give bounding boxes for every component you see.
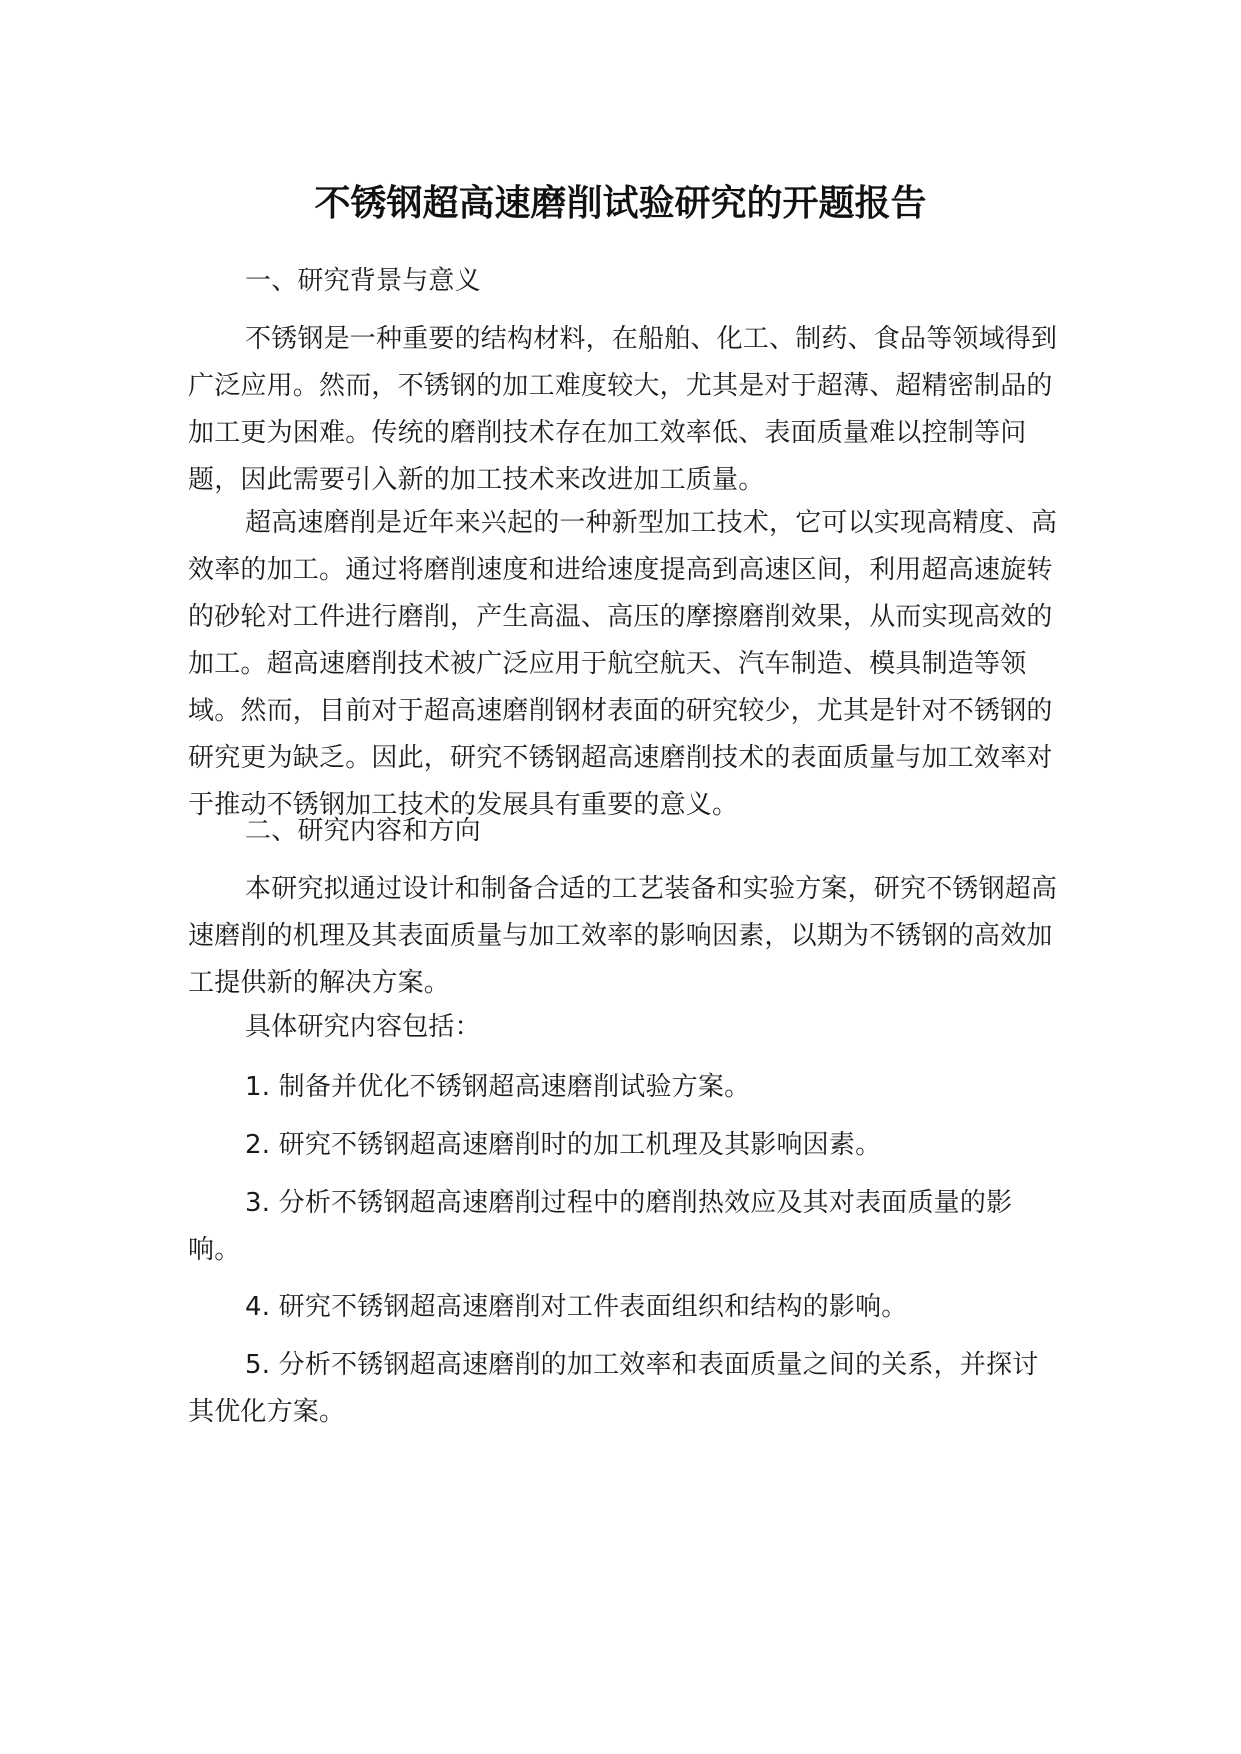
document-title: 不锈钢超高速磨削试验研究的开题报告 (314, 183, 927, 224)
list-item-5: 5. 分析不锈钢超高速磨削的加工效率和表面质量之间的关系，并探讨其优化方案。 (188, 1350, 1039, 1427)
section-heading-background: 一、研究背景与意义 (245, 266, 481, 296)
list-item-2: 2. 研究不锈钢超高速磨削时的加工机理及其影响因素。 (245, 1130, 882, 1160)
list-item-3: 3. 分析不锈钢超高速磨削过程中的磨削热效应及其对表面质量的影响。 (188, 1188, 1013, 1265)
list-item-1: 1. 制备并优化不锈钢超高速磨削试验方案。 (245, 1072, 751, 1102)
paragraph-background-1: 不锈钢是一种重要的结构材料，在船舶、化工、制药、食品等领域得到广泛应用。然而，不锈钢的加工难度较大，尤其是对于超薄、超精密制品的加工更为困难。传统的磨削技术存在加工效率低、表面质量难以控制等问题，因此需要引入新的加工技术来改进加工质量。 (188, 324, 1058, 495)
paragraph-background-2: 超高速磨削是近年来兴起的一种新型加工技术，它可以实现高精度、高效率的加工。通过将磨削速度和进给速度提高到高速区间，利用超高速旋转的砂轮对工件进行磨削，产生高温、高压的摩擦磨削效果，从而实现高效的加工。超高速磨削技术被广泛应用于航空航天、汽车制造、模具制造等领域。然而，目前对于超高速磨削钢材表面的研究较少，尤其是针对不锈钢的研究更为缺乏。因此，研究不锈钢超高速磨削技术的表面质量与加工效率对于推动不锈钢加工技术的发展具有重要的意义。 (188, 508, 1058, 820)
section-heading-content: 二、研究内容和方向 (245, 816, 481, 846)
content-list-intro: 具体研究内容包括： (245, 1012, 481, 1042)
paragraph-content-1: 本研究拟通过设计和制备合适的工艺装备和实验方案，研究不锈钢超高速磨削的机理及其表面质量与加工效率的影响因素，以期为不锈钢的高效加工提供新的解决方案。 (188, 874, 1058, 998)
list-item-4: 4. 研究不锈钢超高速磨削对工件表面组织和结构的影响。 (245, 1292, 908, 1322)
